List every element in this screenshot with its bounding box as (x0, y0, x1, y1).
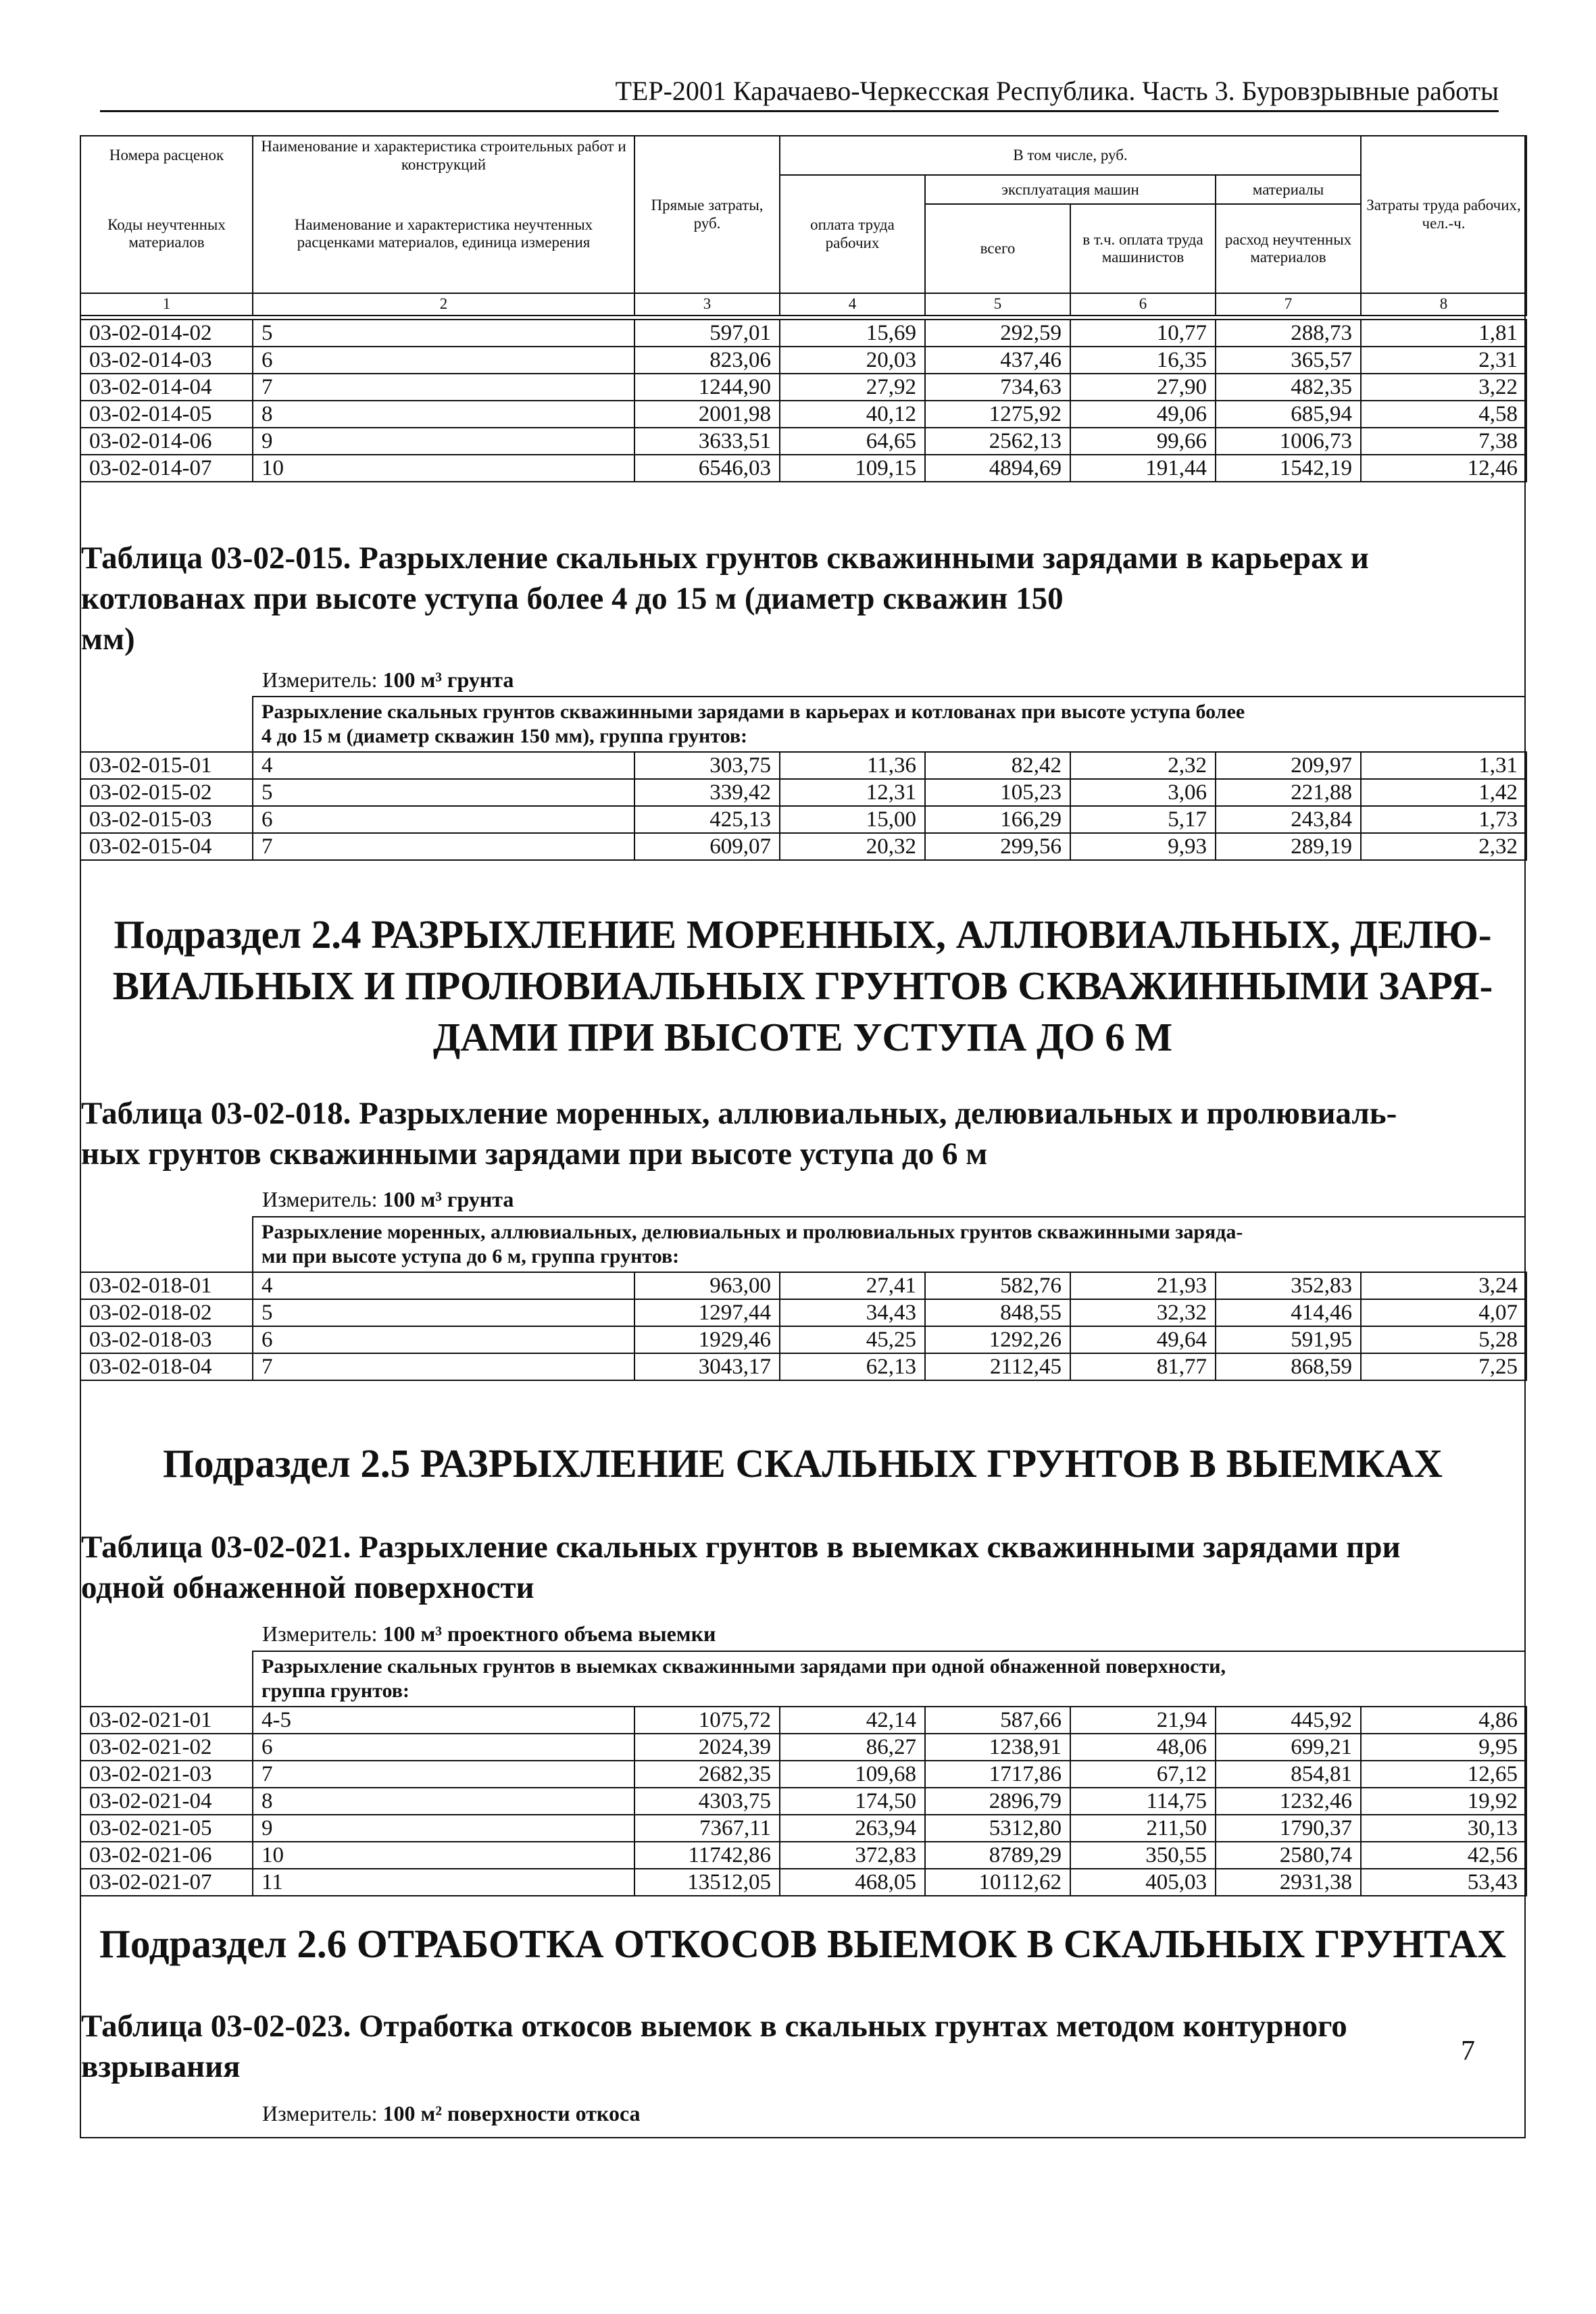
soil-group-cell: 6 (253, 806, 634, 833)
col-num: 2 (253, 293, 634, 316)
value-cell: 1,81 (1361, 320, 1526, 347)
value-cell: 49,64 (1070, 1326, 1216, 1353)
value-cell: 5,17 (1070, 806, 1216, 833)
soil-group-cell: 6 (253, 1734, 634, 1761)
value-cell: 13512,05 (634, 1869, 780, 1896)
value-cell: 445,92 (1216, 1707, 1361, 1734)
soil-group-cell: 6 (253, 1326, 634, 1353)
value-cell: 9,95 (1361, 1734, 1526, 1761)
rate-code-cell: 03-02-021-02 (80, 1734, 253, 1761)
table-label: Таблица 03-02-021. (81, 1530, 351, 1565)
value-cell: 114,75 (1070, 1788, 1216, 1815)
value-cell: 211,50 (1070, 1815, 1216, 1842)
value-cell: 2931,38 (1216, 1869, 1361, 1896)
col-operator-wages-header: в т.ч. оплата труда машинистов (1070, 204, 1216, 293)
value-cell: 854,81 (1216, 1761, 1361, 1788)
section-2-6-heading: Подраздел 2.6 ОТРАБОТКА ОТКОСОВ ВЫЕМОК В СКАЛЬНЫХ ГРУНТАХ (99, 1921, 1506, 1966)
value-cell: 848,55 (925, 1299, 1070, 1326)
rate-code-cell: 03-02-015-03 (80, 806, 253, 833)
col-including-header: В том числе, руб. (780, 136, 1361, 175)
soil-group-cell: 4-5 (253, 1707, 634, 1734)
value-cell: 263,94 (780, 1815, 925, 1842)
rate-code-cell: 03-02-014-04 (80, 374, 253, 401)
value-cell: 166,29 (925, 806, 1070, 833)
col-total-header: всего (925, 204, 1070, 293)
table-row (80, 833, 1526, 860)
value-cell: 15,00 (780, 806, 925, 833)
rate-code-cell: 03-02-015-02 (80, 779, 253, 806)
soil-group-cell: 8 (253, 1788, 634, 1815)
value-cell: 105,23 (925, 779, 1070, 806)
value-cell: 12,46 (1361, 455, 1526, 482)
value-cell: 365,57 (1216, 347, 1361, 374)
value-cell: 2,31 (1361, 347, 1526, 374)
value-cell: 42,14 (780, 1707, 925, 1734)
col-num: 8 (1361, 293, 1526, 316)
value-cell: 2,32 (1070, 752, 1216, 779)
rate-code-cell: 03-02-021-06 (80, 1842, 253, 1869)
running-header: ТЕР-2001 Карачаево-Черкесская Республика. Часть 3. Буровзрывные работы (100, 73, 1499, 112)
rate-code-cell: 03-02-021-03 (80, 1761, 253, 1788)
col-wages-header: оплата труда рабочих (780, 175, 925, 293)
col-direct-cost-header: Прямые затраты, руб. (634, 136, 780, 293)
table-title-line: взрывания (81, 2049, 241, 2084)
table-015-title (81, 538, 1524, 659)
section-2-4-heading: Подраздел 2.4 РАЗРЫХЛЕНИЕ МОРЕННЫХ, АЛЛЮВИАЛЬНЫХ, ДЕЛЮ- ВИАЛЬНЫХ И ПРОЛЮВИАЛЬНЫХ ГРУНТОВ СКВАЖИННЫМИ ЗАРЯ- ДАМИ ПРИ ВЫСОТЕ УСТУПА ДО 6 М (112, 912, 1493, 1059)
soil-group-cell: 9 (253, 428, 634, 455)
rate-code-cell: 03-02-014-03 (80, 347, 253, 374)
value-cell: 86,27 (780, 1734, 925, 1761)
value-cell: 1275,92 (925, 401, 1070, 428)
value-cell: 7,25 (1361, 1353, 1526, 1380)
value-cell: 597,01 (634, 320, 780, 347)
value-cell: 1,42 (1361, 779, 1526, 806)
value-cell: 868,59 (1216, 1353, 1361, 1380)
table-label: Таблица 03-02-018. (81, 1096, 351, 1131)
value-cell: 4,86 (1361, 1707, 1526, 1734)
value-cell: 437,46 (925, 347, 1070, 374)
soil-group-cell: 4 (253, 752, 634, 779)
value-cell: 27,90 (1070, 374, 1216, 401)
measure-023: Измеритель: 100 м² поверхности откоса (262, 2101, 641, 2126)
value-cell: 1790,37 (1216, 1815, 1361, 1842)
column-header-table (80, 135, 1527, 316)
value-cell: 352,83 (1216, 1272, 1361, 1299)
value-cell: 3633,51 (634, 428, 780, 455)
value-cell: 299,56 (925, 833, 1070, 860)
value-cell: 2562,13 (925, 428, 1070, 455)
value-cell: 1297,44 (634, 1299, 780, 1326)
value-cell: 243,84 (1216, 806, 1361, 833)
value-cell: 591,95 (1216, 1326, 1361, 1353)
value-cell: 582,76 (925, 1272, 1070, 1299)
value-cell: 1717,86 (925, 1761, 1070, 1788)
col-machines-header: эксплуатация машин (925, 175, 1216, 204)
value-cell: 15,69 (780, 320, 925, 347)
value-cell: 587,66 (925, 1707, 1070, 1734)
rate-code-cell: 03-02-018-02 (80, 1299, 253, 1326)
rate-code-cell: 03-02-018-03 (80, 1326, 253, 1353)
value-cell: 288,73 (1216, 320, 1361, 347)
group-015: Разрыхление скальных грунтов скважинными зарядами в карьерах и котлованах при высоте уступа более 4 до 15 м (диаметр скважин 150 мм), группа грунтов: (261, 701, 1245, 747)
value-cell: 174,50 (780, 1788, 925, 1815)
value-cell: 49,06 (1070, 401, 1216, 428)
value-cell: 109,68 (780, 1761, 925, 1788)
table-label: Таблица 03-02-015. (81, 540, 351, 576)
value-cell: 16,35 (1070, 347, 1216, 374)
rate-code-cell: 03-02-014-07 (80, 455, 253, 482)
value-cell: 7,38 (1361, 428, 1526, 455)
value-cell: 1238,91 (925, 1734, 1070, 1761)
table-row (80, 374, 1526, 401)
value-cell: 372,83 (780, 1842, 925, 1869)
value-cell: 699,21 (1216, 1734, 1361, 1761)
soil-group-cell: 9 (253, 1815, 634, 1842)
value-cell: 109,15 (780, 455, 925, 482)
table-row (80, 455, 1526, 482)
table-label: Таблица 03-02-023. (81, 2009, 351, 2044)
value-cell: 209,97 (1216, 752, 1361, 779)
soil-group-cell: 11 (253, 1869, 634, 1896)
table-row (80, 1842, 1526, 1869)
value-cell: 292,59 (925, 320, 1070, 347)
table-row (80, 320, 1526, 347)
page-number: 7 (1461, 2036, 1475, 2067)
value-cell: 64,65 (780, 428, 925, 455)
col-num: 4 (780, 293, 925, 316)
value-cell: 1232,46 (1216, 1788, 1361, 1815)
table-row (80, 1326, 1526, 1353)
value-cell: 1006,73 (1216, 428, 1361, 455)
value-cell: 3,22 (1361, 374, 1526, 401)
soil-group-cell: 10 (253, 1842, 634, 1869)
table-row (80, 1761, 1526, 1788)
value-cell: 8789,29 (925, 1842, 1070, 1869)
value-cell: 1929,46 (634, 1326, 780, 1353)
section-2-5-heading: Подраздел 2.5 РАЗРЫХЛЕНИЕ СКАЛЬНЫХ ГРУНТОВ В ВЫЕМКАХ (163, 1441, 1443, 1486)
col-consumption-header: расход неучтенных материалов (1216, 204, 1361, 293)
soil-group-cell: 8 (253, 401, 634, 428)
value-cell: 81,77 (1070, 1353, 1216, 1380)
table-row (80, 806, 1526, 833)
rate-code-cell: 03-02-018-04 (80, 1353, 253, 1380)
table-015-rows (80, 751, 1527, 861)
value-cell: 32,32 (1070, 1299, 1216, 1326)
table-row (80, 779, 1526, 806)
table-title-line: котлованах при высоте уступа более 4 до 15 м (диаметр скважин 150 (81, 581, 1064, 616)
value-cell: 425,13 (634, 806, 780, 833)
value-cell: 82,42 (925, 752, 1070, 779)
col-materials-header: Наименование и характеристика неучтенных расценками материалов, единица измерения (253, 175, 634, 293)
value-cell: 10112,62 (925, 1869, 1070, 1896)
value-cell: 21,94 (1070, 1707, 1216, 1734)
table-row (80, 1734, 1526, 1761)
value-cell: 6546,03 (634, 455, 780, 482)
value-cell: 1292,26 (925, 1326, 1070, 1353)
col-mat-header: материалы (1216, 175, 1361, 204)
soil-group-cell: 7 (253, 833, 634, 860)
soil-group-cell: 5 (253, 1299, 634, 1326)
value-cell: 4,58 (1361, 401, 1526, 428)
table-021-rows (80, 1706, 1527, 1896)
table-014-rows (80, 319, 1527, 482)
table-row (80, 347, 1526, 374)
col-work-header: Наименование и характеристика строительных работ и конструкций (253, 136, 634, 175)
value-cell: 10,77 (1070, 320, 1216, 347)
soil-group-cell: 7 (253, 374, 634, 401)
table-title-line: ных грунтов скважинными зарядами при высоте уступа до 6 м (81, 1136, 988, 1172)
value-cell: 7367,11 (634, 1815, 780, 1842)
value-cell: 42,56 (1361, 1842, 1526, 1869)
value-cell: 303,75 (634, 752, 780, 779)
value-cell: 2580,74 (1216, 1842, 1361, 1869)
table-row (80, 401, 1526, 428)
value-cell: 4,07 (1361, 1299, 1526, 1326)
value-cell: 609,07 (634, 833, 780, 860)
value-cell: 823,06 (634, 347, 780, 374)
rate-code-cell: 03-02-021-07 (80, 1869, 253, 1896)
value-cell: 5,28 (1361, 1326, 1526, 1353)
rate-code-cell: 03-02-014-05 (80, 401, 253, 428)
value-cell: 12,31 (780, 779, 925, 806)
table-row (80, 752, 1526, 779)
soil-group-cell: 7 (253, 1353, 634, 1380)
col-codes-header: Коды неучтенных материалов (80, 175, 253, 293)
value-cell: 4303,75 (634, 1788, 780, 1815)
value-cell: 734,63 (925, 374, 1070, 401)
measure-018: Измеритель: 100 м³ грунта (262, 1187, 514, 1211)
group-018: Разрыхление моренных, аллювиальных, делювиальных и пролювиальных грунтов скважинными заряда- ми при высоте уступа до 6 м, группа грунтов: (261, 1221, 1243, 1267)
value-cell: 1244,90 (634, 374, 780, 401)
rate-code-cell: 03-02-014-02 (80, 320, 253, 347)
col-rates-header: Номера расценок (80, 136, 253, 175)
value-cell: 40,12 (780, 401, 925, 428)
rate-code-cell: 03-02-015-01 (80, 752, 253, 779)
table-row (80, 1788, 1526, 1815)
value-cell: 20,03 (780, 347, 925, 374)
value-cell: 27,41 (780, 1272, 925, 1299)
soil-group-cell: 7 (253, 1761, 634, 1788)
soil-group-cell: 4 (253, 1272, 634, 1299)
table-row (80, 428, 1526, 455)
value-cell: 685,94 (1216, 401, 1361, 428)
value-cell: 4894,69 (925, 455, 1070, 482)
value-cell: 350,55 (1070, 1842, 1216, 1869)
value-cell: 3043,17 (634, 1353, 780, 1380)
value-cell: 2024,39 (634, 1734, 780, 1761)
soil-group-cell: 5 (253, 779, 634, 806)
value-cell: 221,88 (1216, 779, 1361, 806)
value-cell: 3,06 (1070, 779, 1216, 806)
value-cell: 53,43 (1361, 1869, 1526, 1896)
value-cell: 2896,79 (925, 1788, 1070, 1815)
value-cell: 191,44 (1070, 455, 1216, 482)
value-cell: 1,73 (1361, 806, 1526, 833)
value-cell: 2001,98 (634, 401, 780, 428)
rate-code-cell: 03-02-021-05 (80, 1815, 253, 1842)
soil-group-cell: 10 (253, 455, 634, 482)
value-cell: 963,00 (634, 1272, 780, 1299)
value-cell: 34,43 (780, 1299, 925, 1326)
table-title-line: Отработка откосов выемок в скальных грунтах методом контурного (359, 2009, 1347, 2044)
value-cell: 45,25 (780, 1326, 925, 1353)
measure-015: Измеритель: 100 м³ грунта (262, 668, 514, 692)
value-cell: 99,66 (1070, 428, 1216, 455)
value-cell: 339,42 (634, 779, 780, 806)
col-num: 7 (1216, 293, 1361, 316)
value-cell: 19,92 (1361, 1788, 1526, 1815)
value-cell: 414,46 (1216, 1299, 1361, 1326)
table-title-line: мм) (81, 622, 135, 657)
value-cell: 1,31 (1361, 752, 1526, 779)
value-cell: 27,92 (780, 374, 925, 401)
col-num: 6 (1070, 293, 1216, 316)
rate-code-cell: 03-02-021-01 (80, 1707, 253, 1734)
table-title-line: одной обнаженной поверхности (81, 1570, 534, 1605)
table-018-rows (80, 1272, 1527, 1381)
col-labor-hours-header: Затраты труда рабочих, чел.-ч. (1361, 136, 1526, 293)
table-row (80, 1272, 1526, 1299)
value-cell: 468,05 (780, 1869, 925, 1896)
table-title-line: Разрыхление моренных, аллювиальных, делювиальных и пролювиаль- (359, 1096, 1397, 1131)
table-title-line: Разрыхление скальных грунтов в выемках скважинными зарядами при (359, 1530, 1401, 1565)
value-cell: 2682,35 (634, 1761, 780, 1788)
value-cell: 12,65 (1361, 1761, 1526, 1788)
value-cell: 3,24 (1361, 1272, 1526, 1299)
value-cell: 48,06 (1070, 1734, 1216, 1761)
value-cell: 2,32 (1361, 833, 1526, 860)
table-021-title (81, 1527, 1524, 1608)
value-cell: 62,13 (780, 1353, 925, 1380)
col-num: 1 (80, 293, 253, 316)
table-row (80, 1707, 1526, 1734)
value-cell: 21,93 (1070, 1272, 1216, 1299)
value-cell: 67,12 (1070, 1761, 1216, 1788)
soil-group-cell: 5 (253, 320, 634, 347)
value-cell: 1075,72 (634, 1707, 780, 1734)
value-cell: 2112,45 (925, 1353, 1070, 1380)
value-cell: 1542,19 (1216, 455, 1361, 482)
table-row (80, 1815, 1526, 1842)
col-num: 5 (925, 293, 1070, 316)
value-cell: 482,35 (1216, 374, 1361, 401)
value-cell: 30,13 (1361, 1815, 1526, 1842)
group-021: Разрыхление скальных грунтов в выемках скважинными зарядами при одной обнаженной поверхности, группа грунтов: (261, 1655, 1226, 1702)
value-cell: 11,36 (780, 752, 925, 779)
rate-code-cell: 03-02-018-01 (80, 1272, 253, 1299)
table-row (80, 1353, 1526, 1380)
value-cell: 9,93 (1070, 833, 1216, 860)
table-023-title (81, 2006, 1524, 2087)
col-num: 3 (634, 293, 780, 316)
value-cell: 20,32 (780, 833, 925, 860)
table-title-line: Разрыхление скальных грунтов скважинными зарядами в карьерах и (359, 540, 1369, 576)
measure-021: Измеритель: 100 м³ проектного объема выемки (262, 1621, 716, 1646)
value-cell: 11742,86 (634, 1842, 780, 1869)
value-cell: 5312,80 (925, 1815, 1070, 1842)
rate-code-cell: 03-02-021-04 (80, 1788, 253, 1815)
table-row (80, 1869, 1526, 1896)
table-row (80, 1299, 1526, 1326)
rate-code-cell: 03-02-014-06 (80, 428, 253, 455)
value-cell: 405,03 (1070, 1869, 1216, 1896)
table-018-title (81, 1093, 1524, 1174)
value-cell: 289,19 (1216, 833, 1361, 860)
rate-code-cell: 03-02-015-04 (80, 833, 253, 860)
soil-group-cell: 6 (253, 347, 634, 374)
